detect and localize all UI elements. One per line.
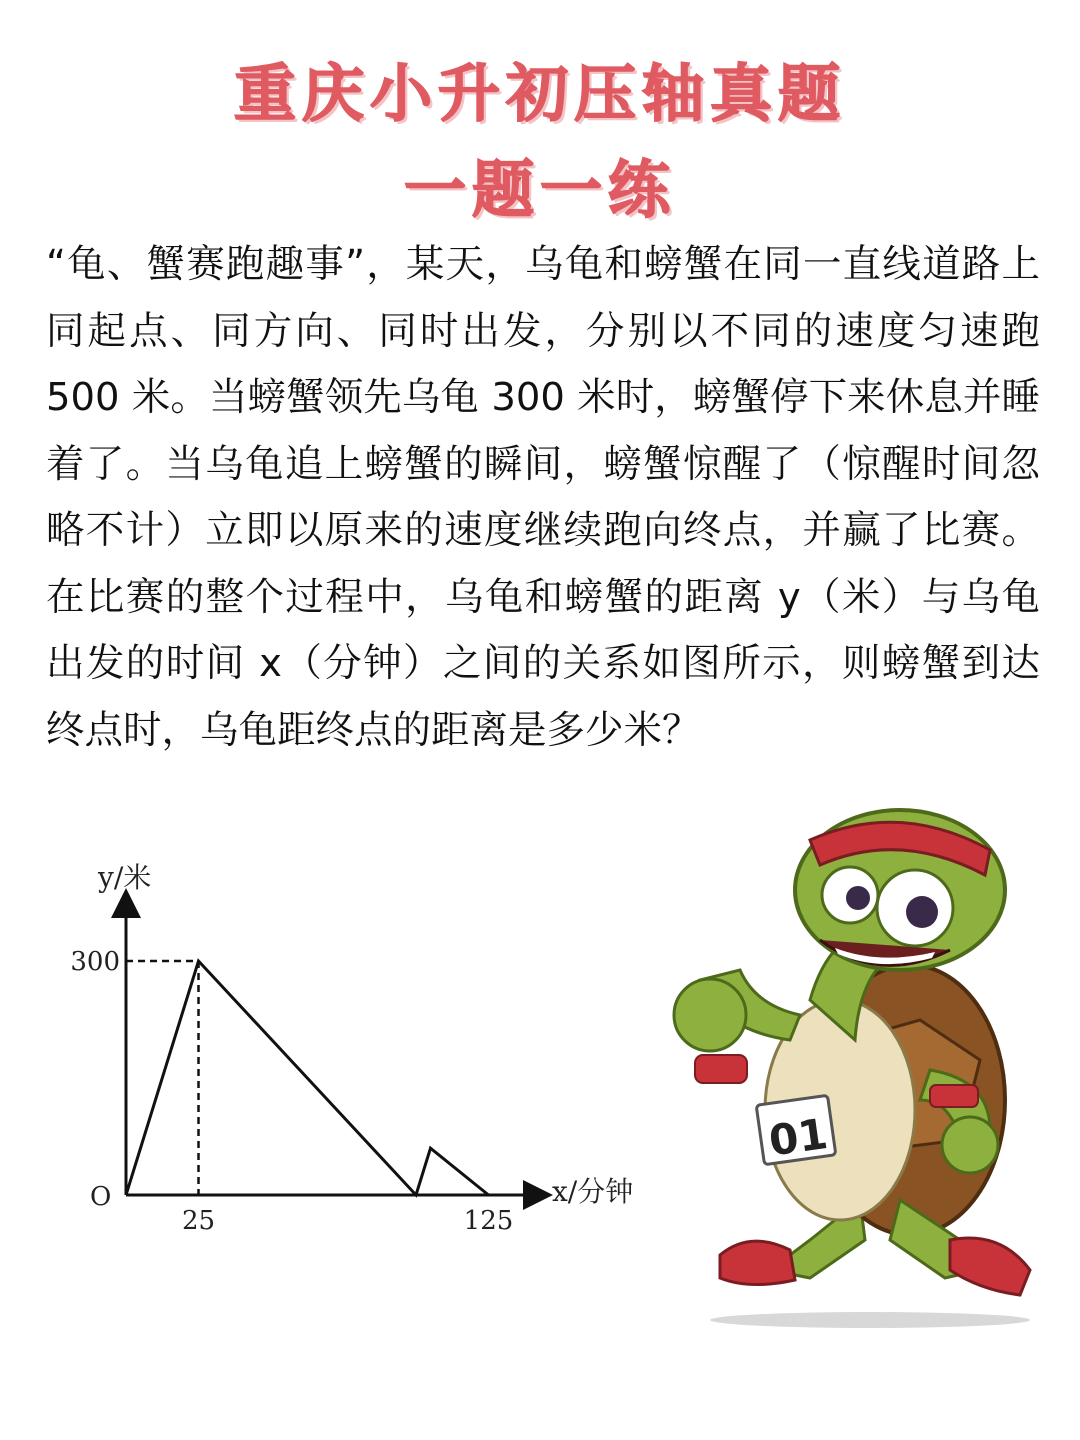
x-tick-label: 125 xyxy=(463,1206,514,1236)
page-title: 重庆小升初压轴真题 xyxy=(233,57,846,130)
problem-text: “龟、蟹赛跑趣事”，某天，乌龟和螃蟹在同一直线道路上同起点、同方向、同时出发，分别以不同的速度匀速跑 500 米。当螃蟹领先乌龟 300 米时，螃蟹停下来休息并睡着了。当乌龟追上螃蟹的瞬间，螃蟹惊醒了（惊醒时间忽略不计）立即以原来的速度继续跑向终点，并赢了比赛。在比赛的整个过程中，乌龟和螃蟹的距离 y（米）与乌龟出发的时间 x（分钟）之间的关系如图所示，则螃蟹到达终点时，乌龟距终点的距离是多少米？ xyxy=(46,242,1040,753)
y-tick-label: 300 xyxy=(70,947,120,977)
front-shoe-icon xyxy=(950,1238,1030,1295)
distance-time-graph xyxy=(60,855,660,1255)
x-axis-label: x/分钟 xyxy=(552,1175,634,1208)
turtle-illustration xyxy=(660,800,1060,1340)
shadow xyxy=(710,1312,1030,1328)
left-pupil xyxy=(846,886,870,910)
right-fist xyxy=(942,1117,998,1173)
back-shoe-icon xyxy=(720,1241,795,1284)
origin-label: O xyxy=(90,1182,112,1212)
data-line xyxy=(126,961,489,1195)
y-axis-label: y/米 xyxy=(98,861,152,894)
bib-number: 01 xyxy=(765,1108,831,1166)
left-wristband xyxy=(695,1055,747,1083)
x-tick-label: 25 xyxy=(181,1206,216,1236)
right-pupil xyxy=(906,896,938,928)
page-subtitle: 一题一练 xyxy=(403,153,676,226)
left-fist xyxy=(674,979,746,1051)
right-wristband xyxy=(930,1085,978,1107)
